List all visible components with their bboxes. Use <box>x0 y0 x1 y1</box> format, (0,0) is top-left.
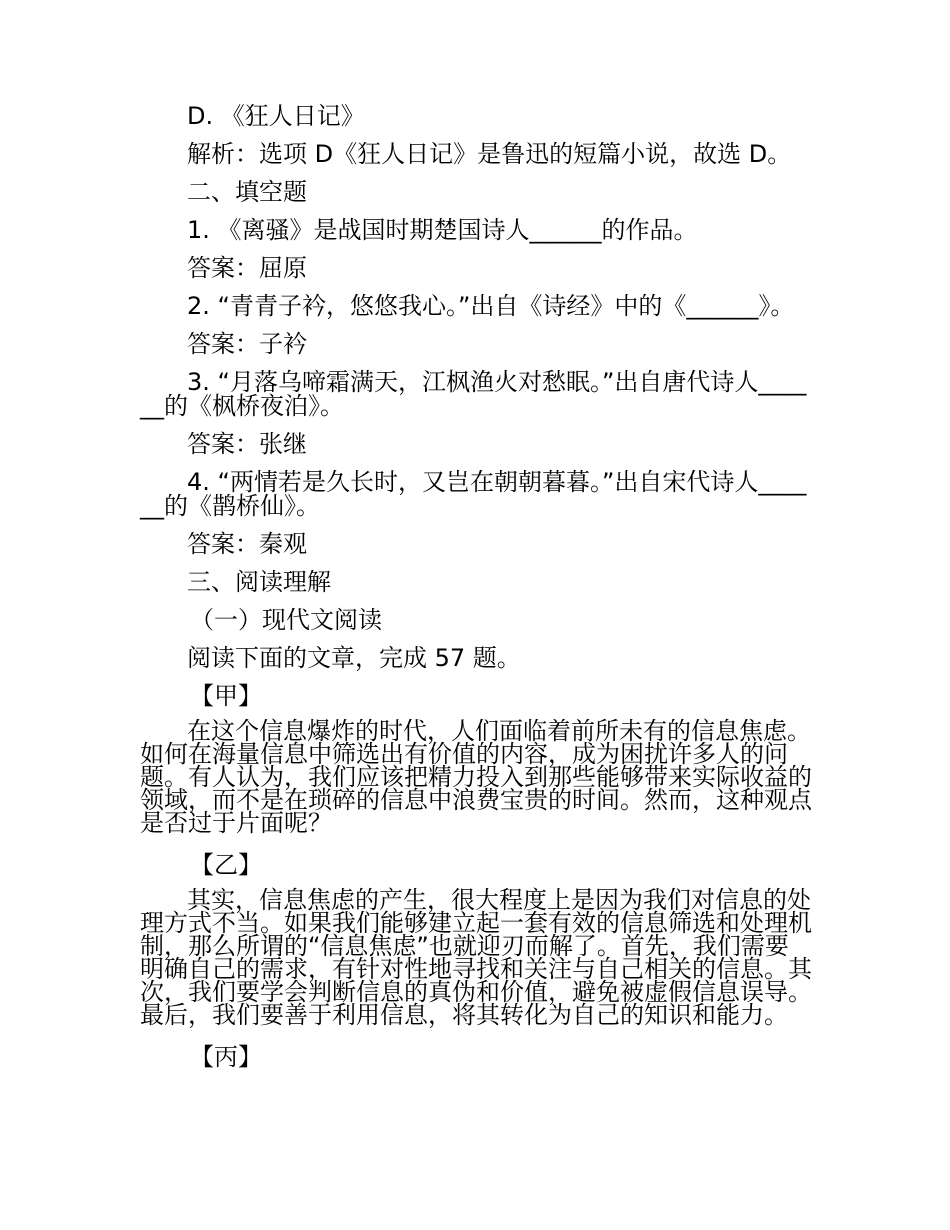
label-yi: 【乙】 <box>190 851 262 879</box>
section-heading-fill-blank: 二、填空题 <box>187 178 307 206</box>
section-heading-reading: 三、阅读理解 <box>187 568 331 596</box>
answer-4: 答案：秦观 <box>187 530 307 558</box>
question-4: 4. “两情若是久长时，又岂在朝朝暮暮。”出自宋代诗人______的《鹊桥仙》。 <box>140 468 807 520</box>
reading-instruction: 阅读下面的文章，完成 57 题。 <box>187 644 521 672</box>
option-d: D. 《狂人日记》 <box>187 102 365 130</box>
question-1: 1. 《离骚》是战国时期楚国诗人______的作品。 <box>187 216 698 244</box>
passage-yi: 其实，信息焦虑的产生，很大程度上是因为我们对信息的处理方式不当。如果我们能够建立起一套有效的信息筛选和处理机制，那么所谓的“信息焦虑”也就迎刃而解了。首先，我们需要明确自己的需求，有针对性地寻找和关注与自己相关的信息。其次，我们要学会判断信息的真伪和价值，避免被虚假信息误导。最后，我们要善于利用信息，将其转化为自己的知识和能力。 <box>140 886 812 1029</box>
answer-1: 答案：屈原 <box>187 254 307 282</box>
answer-2: 答案：子衿 <box>187 330 307 358</box>
answer-3: 答案：张继 <box>187 430 307 458</box>
label-bing: 【丙】 <box>190 1043 262 1071</box>
subsection-modern-reading: （一）现代文阅读 <box>190 606 382 634</box>
document-body <box>140 104 812 1081</box>
question-3: 3. “月落乌啼霜满天，江枫渔火对愁眠。”出自唐代诗人______的《枫桥夜泊》。 <box>140 368 807 420</box>
question-2: 2. “青青子衿，悠悠我心。”出自《诗经》中的《______》。 <box>187 292 795 320</box>
label-jia: 【甲】 <box>190 682 262 710</box>
analysis-text: 解析：选项 D《狂人日记》是鲁迅的短篇小说，故选 D。 <box>187 140 792 168</box>
passage-jia: 在这个信息爆炸的时代，人们面临着前所未有的信息焦虑。如何在海量信息中筛选出有价值的内容，成为困扰许多人的问题。有人认为，我们应该把精力投入到那些能够带来实际收益的领域，而不是在琐碎的信息中浪费宝贵的时间。然而，这种观点是否过于片面呢？ <box>140 717 812 837</box>
